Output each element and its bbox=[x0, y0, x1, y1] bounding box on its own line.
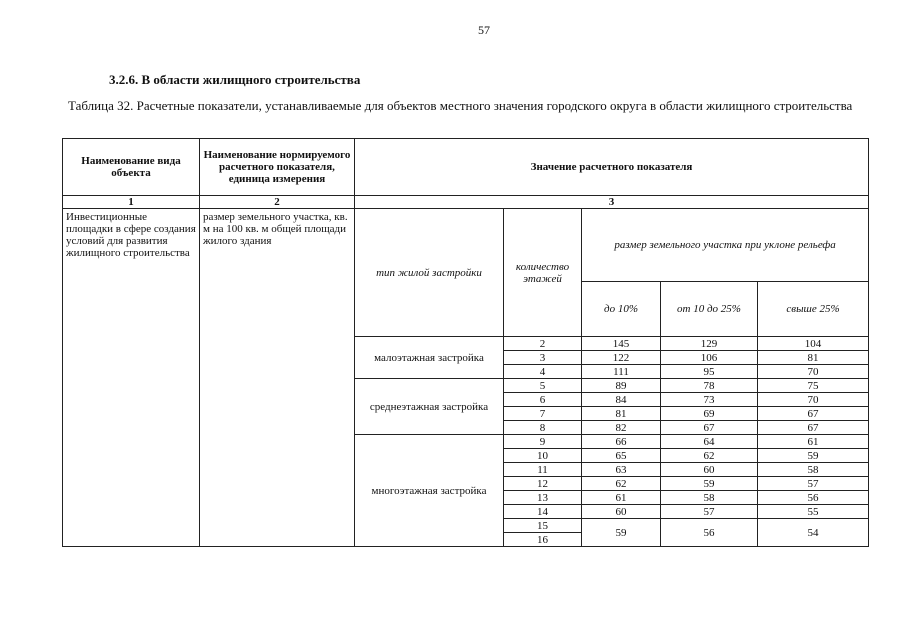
floors-cell: 9 bbox=[504, 435, 582, 449]
value-slope-up-to-10: 65 bbox=[582, 449, 661, 463]
col-number-2: 2 bbox=[200, 196, 355, 209]
value-slope-over-25: 70 bbox=[758, 393, 869, 407]
floors-cell: 11 bbox=[504, 463, 582, 477]
value-slope-up-to-10: 63 bbox=[582, 463, 661, 477]
slope-header: размер земельного участка при уклоне рельефа bbox=[582, 209, 869, 282]
value-slope-10-to-25: 58 bbox=[661, 491, 758, 505]
header-indicator-name: Наименование нормируемого расчетного показателя, единица измерения bbox=[200, 139, 355, 196]
floors-cell: 13 bbox=[504, 491, 582, 505]
value-slope-10-to-25: 57 bbox=[661, 505, 758, 519]
value-slope-up-to-10: 59 bbox=[582, 519, 661, 547]
value-slope-10-to-25: 69 bbox=[661, 407, 758, 421]
value-slope-up-to-10: 60 bbox=[582, 505, 661, 519]
value-slope-10-to-25: 129 bbox=[661, 337, 758, 351]
object-name-cell: Инвестиционные площадки в сфере создания условий для развития жилищного строительства bbox=[63, 209, 200, 547]
value-slope-over-25: 67 bbox=[758, 421, 869, 435]
floors-cell: 10 bbox=[504, 449, 582, 463]
value-slope-over-25: 75 bbox=[758, 379, 869, 393]
value-slope-10-to-25: 59 bbox=[661, 477, 758, 491]
floors-cell: 2 bbox=[504, 337, 582, 351]
floors-cell: 15 bbox=[504, 519, 582, 533]
floors-cell: 12 bbox=[504, 477, 582, 491]
value-slope-10-to-25: 106 bbox=[661, 351, 758, 365]
value-slope-10-to-25: 73 bbox=[661, 393, 758, 407]
housing-type-header: тип жилой застройки bbox=[355, 209, 504, 337]
value-slope-over-25: 70 bbox=[758, 365, 869, 379]
page-number: 57 bbox=[478, 23, 490, 37]
col-number-1: 1 bbox=[63, 196, 200, 209]
value-slope-10-to-25: 62 bbox=[661, 449, 758, 463]
floors-cell: 8 bbox=[504, 421, 582, 435]
value-slope-up-to-10: 89 bbox=[582, 379, 661, 393]
value-slope-10-to-25: 78 bbox=[661, 379, 758, 393]
value-slope-up-to-10: 111 bbox=[582, 365, 661, 379]
floors-cell: 7 bbox=[504, 407, 582, 421]
value-slope-up-to-10: 82 bbox=[582, 421, 661, 435]
value-slope-over-25: 56 bbox=[758, 491, 869, 505]
value-slope-up-to-10: 81 bbox=[582, 407, 661, 421]
value-slope-up-to-10: 84 bbox=[582, 393, 661, 407]
housing-type-cell: многоэтажная застройка bbox=[355, 435, 504, 547]
floors-cell: 5 bbox=[504, 379, 582, 393]
value-slope-over-25: 54 bbox=[758, 519, 869, 547]
value-slope-10-to-25: 60 bbox=[661, 463, 758, 477]
value-slope-up-to-10: 61 bbox=[582, 491, 661, 505]
value-slope-up-to-10: 122 bbox=[582, 351, 661, 365]
floors-cell: 4 bbox=[504, 365, 582, 379]
indicator-name-cell: размер земельного участка, кв. м на 100 кв. м общей площади жилого здания bbox=[200, 209, 355, 547]
housing-type-cell: среднеэтажная застройка bbox=[355, 379, 504, 435]
value-slope-over-25: 58 bbox=[758, 463, 869, 477]
table-caption: Таблица 32. Расчетные показатели, устанавливаемые для объектов местного значения городского округа в области жилищного строительства bbox=[68, 98, 853, 113]
floors-cell: 6 bbox=[504, 393, 582, 407]
value-slope-over-25: 104 bbox=[758, 337, 869, 351]
value-slope-up-to-10: 66 bbox=[582, 435, 661, 449]
indicators-table bbox=[62, 138, 869, 547]
value-slope-over-25: 59 bbox=[758, 449, 869, 463]
floors-cell: 16 bbox=[504, 533, 582, 547]
slope-10-to-25: от 10 до 25% bbox=[661, 282, 758, 337]
header-object-name: Наименование вида объекта bbox=[63, 139, 200, 196]
value-slope-10-to-25: 67 bbox=[661, 421, 758, 435]
value-slope-10-to-25: 56 bbox=[661, 519, 758, 547]
header-indicator-value: Значение расчетного показателя bbox=[355, 139, 869, 196]
value-slope-over-25: 55 bbox=[758, 505, 869, 519]
floors-header: количество этажей bbox=[504, 209, 582, 337]
col-number-3: 3 bbox=[355, 196, 869, 209]
value-slope-over-25: 57 bbox=[758, 477, 869, 491]
value-slope-over-25: 67 bbox=[758, 407, 869, 421]
value-slope-10-to-25: 64 bbox=[661, 435, 758, 449]
floors-cell: 3 bbox=[504, 351, 582, 365]
value-slope-over-25: 81 bbox=[758, 351, 869, 365]
slope-up-to-10: до 10% bbox=[582, 282, 661, 337]
section-title: 3.2.6. В области жилищного строительства bbox=[109, 72, 361, 87]
slope-over-25: свыше 25% bbox=[758, 282, 869, 337]
value-slope-up-to-10: 145 bbox=[582, 337, 661, 351]
value-slope-10-to-25: 95 bbox=[661, 365, 758, 379]
value-slope-up-to-10: 62 bbox=[582, 477, 661, 491]
housing-type-cell: малоэтажная застройка bbox=[355, 337, 504, 379]
value-slope-over-25: 61 bbox=[758, 435, 869, 449]
floors-cell: 14 bbox=[504, 505, 582, 519]
